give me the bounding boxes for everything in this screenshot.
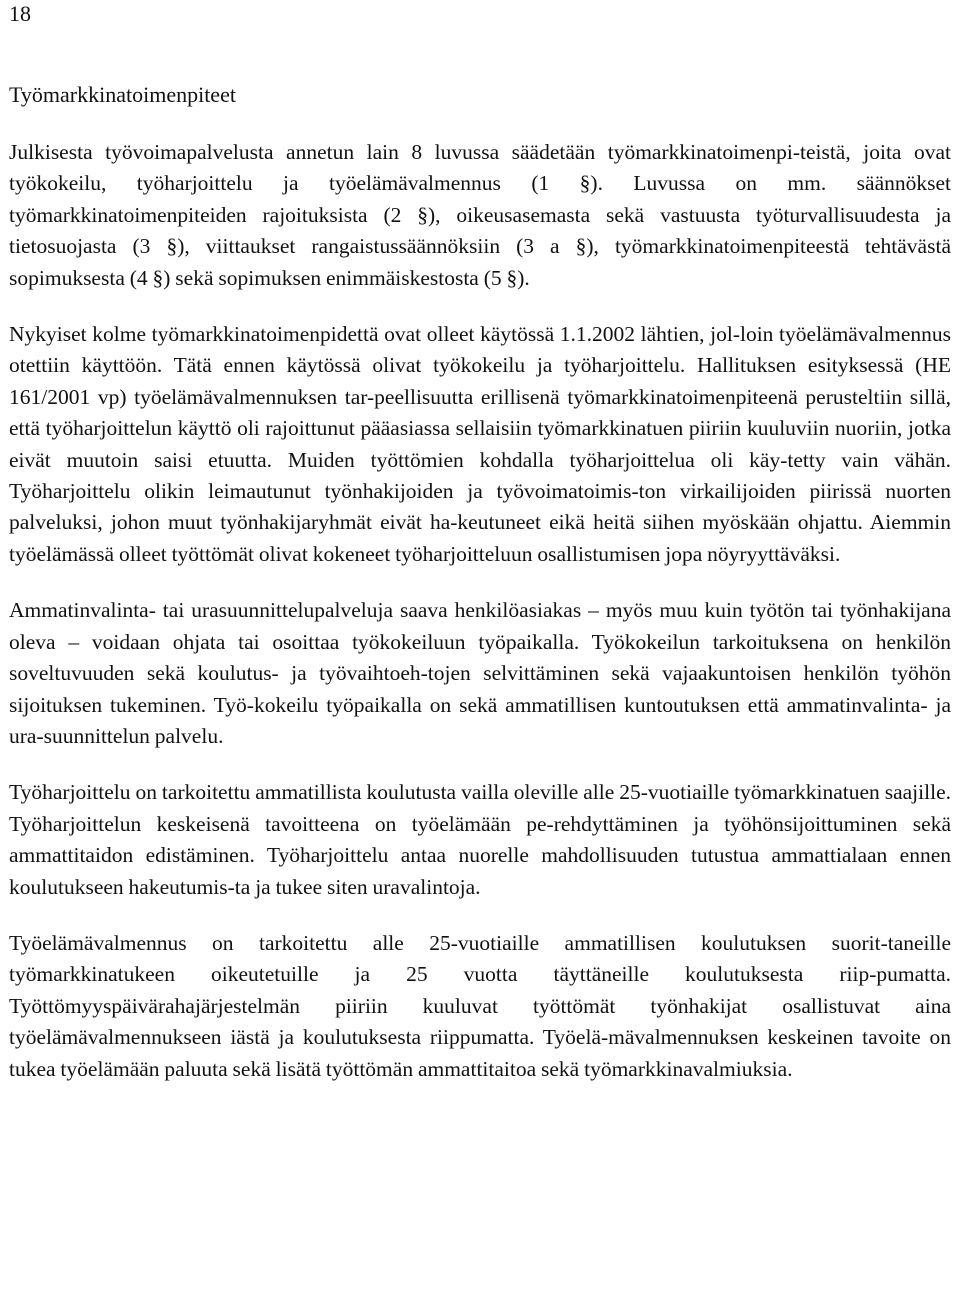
page-number: 18	[9, 1, 31, 26]
section-heading: Työmarkkinatoimenpiteet	[9, 82, 236, 107]
paragraph-legislation: Julkisesta työvoimapalvelusta annetun lain 8 luvussa säädetään työmarkkinatoimenpi-teistä, joita ovat työkokeilu, työharjoittelu ja työelämävalmennus (1 §). Luvussa on mm. säännökset työmarkkinatoimenpiteiden rajoituksista (2 §), oikeusasemasta sekä vastuusta työturvallisuudesta ja tietosuojasta (3 §), viittaukset rangaistussäännöksiin (3 a §), työmarkkinatoimenpiteestä tehtävästä sopimuksesta (4 §) sekä sopimuksen enimmäiskestosta (5 §).	[9, 140, 951, 290]
paragraph-work-trial: Ammatinvalinta- tai urasuunnittelupalveluja saava henkilöasiakas – myös muu kuin työtön tai työnhakijana oleva – voidaan ohjata tai osoittaa työkokeiluun työpaikalla. Työkokeilun tarkoituksena on henkilön soveltuvuuden sekä koulutus- ja työvaihtoeh-tojen selvittäminen sekä vajaakuntoisen henkilön työhön sijoituksen tukeminen. Työ-kokeilu työpaikalla on sekä ammatillisen kuntoutuksen että ammatinvalinta- ja ura-suunnittelun palvelu.	[9, 598, 951, 748]
paragraph-work-life-coaching: Työelämävalmennus on tarkoitettu alle 25-vuotiaille ammatillisen koulutuksen suorit-taneille työmarkkinatukeen oikeutetuille ja 25 vuotta täyttäneille koulutuksesta riip-pumatta. Työttömyyspäivärahajärjestelmän piiriin kuuluvat työttömät työnhakijat osallistuvat aina työelämävalmennukseen iästä ja koulutuksesta riippumatta. Työelä-mävalmennuksen keskeinen tavoite on tukea työelämään paluuta sekä lisätä työttömän ammattitaitoa sekä työmarkkinavalmiuksia.	[9, 930, 951, 1081]
paragraph-history: Nykyiset kolme työmarkkinatoimenpidettä ovat olleet käytössä 1.1.2002 lähtien, jol-loin työelämävalmennus otettiin käyttöön. Tätä ennen käytössä olivat työkokeilu ja työharjoittelu. Hallituksen esityksessä (HE 161/2001 vp) työelämävalmennuksen tar-peellisuutta erillisenä työmarkkinatoimenpiteenä perusteltiin sillä, että työharjoittelun käyttö oli rajoittunut pääasiassa sellaisiin työmarkkinatuen piiriin kuuluviin nuoriin, jotka eivät muutoin saisi etuutta. Muiden työttömien kohdalla työharjoittelua oli käy-tetty vain vähän. Työharjoittelu olikin leimautunut työnhakijoiden ja työvoimatoimis-ton virkailijoiden piirissä nuorten palveluksi, johon muut työnhakijaryhmät eivät ha-keutuneet eikä heitä siihen myöskään ohjattu. Aiemmin työelämässä olleet työttömät olivat kokeneet työharjoitteluun osallistumisen jopa nöyryyttäväksi.	[9, 322, 951, 566]
body-text	[9, 137, 951, 1110]
paragraph-work-practice: Työharjoittelu on tarkoitettu ammatillista koulutusta vailla oleville alle 25-vuotiaille työmarkkinatuen saajille. Työharjoittelun keskeisenä tavoitteena on työelämään pe-rehdyttäminen ja työhönsijoittuminen sekä ammattitaidon edistäminen. Työharjoittelu antaa nuorelle mahdollisuuden tutustua ammattialaan ennen koulutukseen hakeutumis-ta ja tukee siten uravalintoja.	[9, 780, 951, 899]
